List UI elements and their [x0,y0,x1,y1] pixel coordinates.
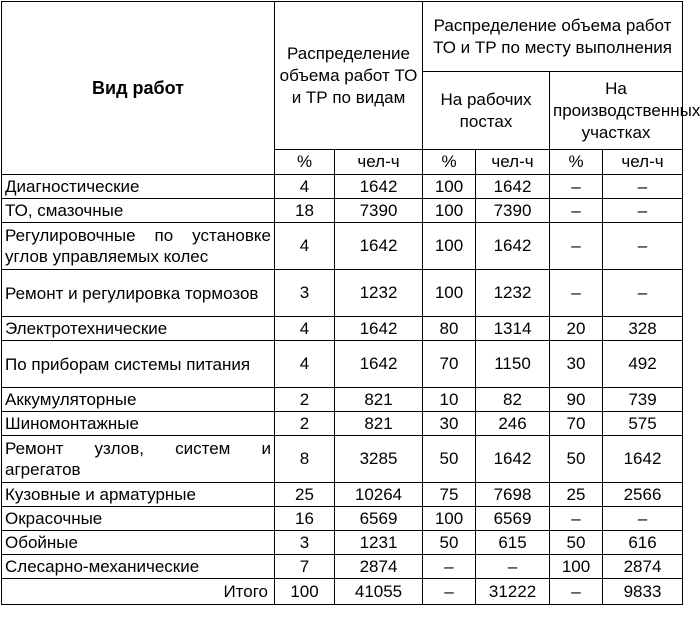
table-row [2,388,683,412]
total-pct-type: 100 [275,579,335,605]
cell-pct-posts: – [423,555,476,579]
cell-pct-type: 7 [275,555,335,579]
table-row [2,341,683,388]
table-wrapper [1,1,700,605]
cell-hours-sites: 575 [603,412,683,436]
table-row [2,507,683,531]
cell-hours-posts: 246 [476,412,550,436]
cell-pct-posts: 100 [423,175,476,199]
cell-pct-type: 4 [275,317,335,341]
cell-hours-sites: – [603,175,683,199]
cell-hours-type: 3285 [335,436,423,483]
cell-pct-posts: 10 [423,388,476,412]
work-kind-cell: По приборам системы питания [2,341,275,388]
cell-pct-posts: 50 [423,436,476,483]
cell-hours-posts: 1314 [476,317,550,341]
cell-pct-type: 4 [275,175,335,199]
cell-hours-posts: 6569 [476,507,550,531]
cell-pct-sites: 30 [550,341,603,388]
work-kind-cell: Диагностические [2,175,275,199]
cell-pct-sites: 100 [550,555,603,579]
total-hours-posts: 31222 [476,579,550,605]
cell-hours-type: 6569 [335,507,423,531]
cell-pct-posts: 100 [423,270,476,317]
cell-hours-type: 821 [335,412,423,436]
cell-pct-type: 25 [275,483,335,507]
header-hours-type: чел-ч [335,150,423,175]
work-kind-cell: Электротехнические [2,317,275,341]
table-row [2,270,683,317]
cell-pct-type: 4 [275,341,335,388]
header-pct-posts: % [423,150,476,175]
cell-hours-type: 821 [335,388,423,412]
work-kind-cell: Регулировочные по установке углов управляемых колес [2,223,275,270]
work-kind-cell: Слесарно-механические [2,555,275,579]
cell-pct-type: 16 [275,507,335,531]
table-row [2,436,683,483]
cell-pct-sites: 50 [550,436,603,483]
header-pct-sites: % [550,150,603,175]
header-hours-posts: чел-ч [476,150,550,175]
header-kind-of-work: Вид работ [2,2,275,175]
total-hours-sites: 9833 [603,579,683,605]
cell-hours-sites: – [603,223,683,270]
cell-hours-posts: – [476,555,550,579]
cell-pct-sites: – [550,223,603,270]
table-row [2,483,683,507]
cell-hours-sites: 2874 [603,555,683,579]
total-pct-posts: – [423,579,476,605]
cell-hours-sites: – [603,507,683,531]
cell-pct-posts: 75 [423,483,476,507]
header-pct-type: % [275,150,335,175]
cell-pct-sites: 70 [550,412,603,436]
header-on-posts: На рабочих постах [423,72,550,150]
cell-hours-type: 1642 [335,341,423,388]
cell-pct-type: 8 [275,436,335,483]
cell-hours-type: 1642 [335,317,423,341]
work-kind-cell: Окрасочные [2,507,275,531]
cell-pct-sites: 20 [550,317,603,341]
cell-hours-sites: 739 [603,388,683,412]
cell-pct-posts: 100 [423,507,476,531]
cell-pct-type: 2 [275,388,335,412]
cell-pct-type: 4 [275,223,335,270]
cell-pct-sites: 25 [550,483,603,507]
cell-pct-type: 3 [275,270,335,317]
cell-pct-posts: 30 [423,412,476,436]
cell-hours-posts: 7698 [476,483,550,507]
cell-hours-sites: 1642 [603,436,683,483]
cell-hours-posts: 1642 [476,223,550,270]
cell-hours-sites: 2566 [603,483,683,507]
cell-hours-posts: 1642 [476,175,550,199]
work-kind-cell: Шиномонтажные [2,412,275,436]
cell-pct-posts: 70 [423,341,476,388]
work-kind-cell: Кузовные и арматурные [2,483,275,507]
cell-pct-type: 2 [275,412,335,436]
header-by-place: Распределение объема работ ТО и ТР по месту выполнения [423,2,683,72]
work-kind-cell: Ремонт и регулировка тормозов [2,270,275,317]
table-row [2,223,683,270]
cell-pct-type: 3 [275,531,335,555]
cell-pct-sites: 90 [550,388,603,412]
cell-hours-posts: 82 [476,388,550,412]
work-kind-cell: Обойные [2,531,275,555]
total-row [2,579,683,605]
cell-hours-sites: 328 [603,317,683,341]
cell-pct-sites: – [550,199,603,223]
cell-hours-sites: – [603,270,683,317]
cell-pct-type: 18 [275,199,335,223]
cell-pct-posts: 100 [423,223,476,270]
cell-pct-posts: 100 [423,199,476,223]
table-row [2,175,683,199]
table-row [2,317,683,341]
cell-hours-sites: – [603,199,683,223]
cell-pct-posts: 50 [423,531,476,555]
cell-hours-type: 1642 [335,223,423,270]
cell-pct-sites: – [550,270,603,317]
table-row [2,412,683,436]
work-distribution-table [1,1,700,605]
cell-hours-posts: 1642 [476,436,550,483]
cell-hours-posts: 1150 [476,341,550,388]
total-hours-type: 41055 [335,579,423,605]
total-label: Итого [2,579,275,605]
work-kind-cell: Аккумуляторные [2,388,275,412]
header-by-type: Распределение объема работ ТО и ТР по видам [275,2,423,150]
cell-hours-type: 1642 [335,175,423,199]
total-pct-sites: – [550,579,603,605]
cell-hours-type: 2874 [335,555,423,579]
table-row [2,199,683,223]
header-on-sites: На производственных участках [550,72,683,150]
cell-hours-type: 7390 [335,199,423,223]
table-row [2,531,683,555]
cell-hours-posts: 7390 [476,199,550,223]
cell-hours-sites: 492 [603,341,683,388]
work-kind-cell: ТО, смазочные [2,199,275,223]
cell-hours-posts: 1232 [476,270,550,317]
header-hours-sites: чел-ч [603,150,683,175]
cell-pct-sites: 50 [550,531,603,555]
table-row [2,555,683,579]
work-kind-cell: Ремонт узлов, систем и агрегатов [2,436,275,483]
cell-pct-sites: – [550,507,603,531]
cell-hours-sites: 616 [603,531,683,555]
cell-hours-type: 1231 [335,531,423,555]
cell-hours-type: 10264 [335,483,423,507]
cell-hours-posts: 615 [476,531,550,555]
cell-pct-sites: – [550,175,603,199]
cell-hours-type: 1232 [335,270,423,317]
cell-pct-posts: 80 [423,317,476,341]
